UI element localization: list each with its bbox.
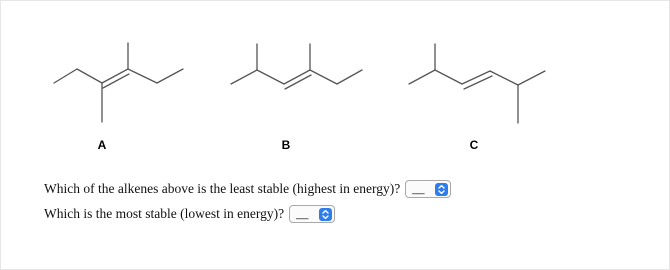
most-stable-select[interactable]	[289, 205, 335, 223]
question-text: Which of the alkenes above is the least stable (highest in energy)?	[44, 181, 401, 196]
select-value: __	[412, 182, 425, 195]
chevron-updown-icon	[435, 183, 448, 196]
question-least-stable	[44, 180, 451, 198]
question-most-stable	[44, 205, 335, 223]
molecule-c-icon	[409, 44, 545, 123]
molecule-label-c: C	[469, 138, 479, 152]
chevron-updown-icon	[319, 208, 332, 221]
question-text: Which is the most stable (lowest in energy)?	[44, 206, 285, 221]
molecule-a-icon	[54, 43, 183, 122]
molecule-label-b: B	[281, 138, 291, 152]
least-stable-select[interactable]	[405, 180, 451, 198]
molecule-label-a: A	[97, 138, 107, 152]
select-value: __	[296, 207, 309, 220]
molecule-b-icon	[231, 44, 362, 89]
